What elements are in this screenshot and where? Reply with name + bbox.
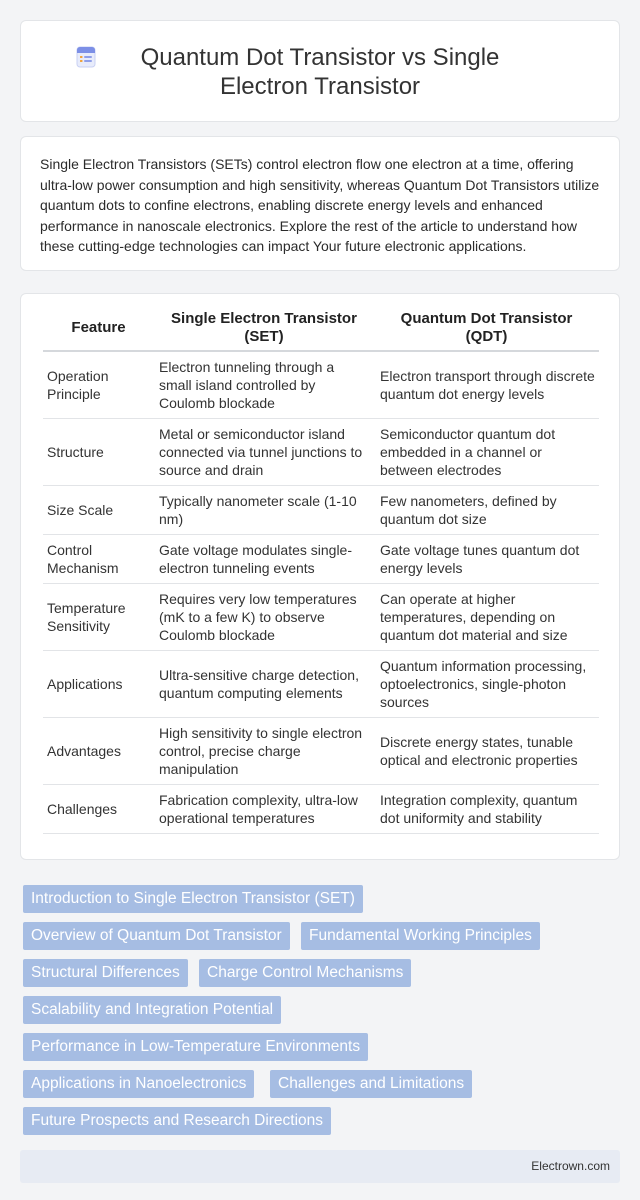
footer [20, 1150, 620, 1183]
topic-link[interactable]: Scalability and Integration Potential [23, 996, 281, 1024]
column-header-feature: Feature [43, 310, 154, 351]
table-cell-qdt: Electron transport through discrete quantum dot energy levels [374, 351, 599, 418]
table-cell-feature: Operation Principle [43, 351, 154, 418]
topic-link[interactable]: Charge Control Mechanisms [199, 959, 411, 987]
topic-link[interactable]: Fundamental Working Principles [301, 922, 540, 950]
table-cell-feature: Control Mechanism [43, 534, 154, 583]
topic-link[interactable]: Challenges and Limitations [270, 1070, 472, 1098]
table-cell-qdt: Can operate at higher temperatures, depending on quantum dot material and size [374, 583, 599, 650]
table-cell-set: Ultra-sensitive charge detection, quantum computing elements [154, 650, 374, 717]
table-cell-set: Requires very low temperatures (mK to a few K) to observe Coulomb blockade [154, 583, 374, 650]
table-cell-feature: Structure [43, 418, 154, 485]
table-row [43, 717, 599, 784]
table-cell-qdt: Integration complexity, quantum dot uniformity and stability [374, 784, 599, 833]
topic-link[interactable]: Applications in Nanoelectronics [23, 1070, 254, 1098]
topic-link[interactable]: Structural Differences [23, 959, 188, 987]
table-cell-qdt: Quantum information processing, optoelectronics, single-photon sources [374, 650, 599, 717]
table-cell-set: Metal or semiconductor island connected via tunnel junctions to source and drain [154, 418, 374, 485]
table-row [43, 351, 599, 418]
topic-link[interactable]: Overview of Quantum Dot Transistor [23, 922, 290, 950]
table-cell-qdt: Semiconductor quantum dot embedded in a channel or between electrodes [374, 418, 599, 485]
table-cell-set: Fabrication complexity, ultra-low operational temperatures [154, 784, 374, 833]
topic-link[interactable]: Future Prospects and Research Directions [23, 1107, 331, 1135]
table-row [43, 583, 599, 650]
topic-link[interactable]: Performance in Low-Temperature Environments [23, 1033, 368, 1061]
table-cell-set: Typically nanometer scale (1-10 nm) [154, 485, 374, 534]
comparison-table [43, 310, 599, 834]
intro-card [20, 136, 620, 271]
table-row [43, 485, 599, 534]
table-cell-qdt: Discrete energy states, tunable optical and electronic properties [374, 717, 599, 784]
table-row [43, 418, 599, 485]
table-row [43, 534, 599, 583]
table-cell-feature: Applications [43, 650, 154, 717]
table-header-row [43, 310, 599, 351]
table-cell-set: High sensitivity to single electron control, precise charge manipulation [154, 717, 374, 784]
column-header-qdt: Quantum Dot Transistor (QDT) [374, 310, 599, 351]
table-row [43, 650, 599, 717]
table-cell-feature: Challenges [43, 784, 154, 833]
table-cell-qdt: Few nanometers, defined by quantum dot size [374, 485, 599, 534]
table-cell-set: Electron tunneling through a small island controlled by Coulomb blockade [154, 351, 374, 418]
table-row [43, 784, 599, 833]
table-cell-feature: Size Scale [43, 485, 154, 534]
comparison-table-card [20, 293, 620, 860]
intro-paragraph: Single Electron Transistors (SETs) control electron flow one electron at a time, offering ultra-low power consumption and high sensitivity, whereas Quantum Dot Transistors utilize quantum dots to confine electrons, enabling discrete energy levels and enhanced performance in nanoscale electronics. Explore the rest of the article to understand how these cutting-edge technologies can impact Your future electronic applications. [40, 156, 600, 254]
table-cell-feature: Advantages [43, 717, 154, 784]
table-cell-feature: Temperature Sensitivity [43, 583, 154, 650]
table-cell-qdt: Gate voltage tunes quantum dot energy levels [374, 534, 599, 583]
page-title: Quantum Dot Transistor vs Single Electron Transistor [140, 44, 500, 100]
table-cell-set: Gate voltage modulates single-electron tunneling events [154, 534, 374, 583]
column-header-set: Single Electron Transistor (SET) [154, 310, 374, 351]
footer-site-name: Electrown.com [531, 1159, 610, 1173]
topic-link[interactable]: Introduction to Single Electron Transistor (SET) [23, 885, 363, 913]
title-card [20, 20, 620, 122]
